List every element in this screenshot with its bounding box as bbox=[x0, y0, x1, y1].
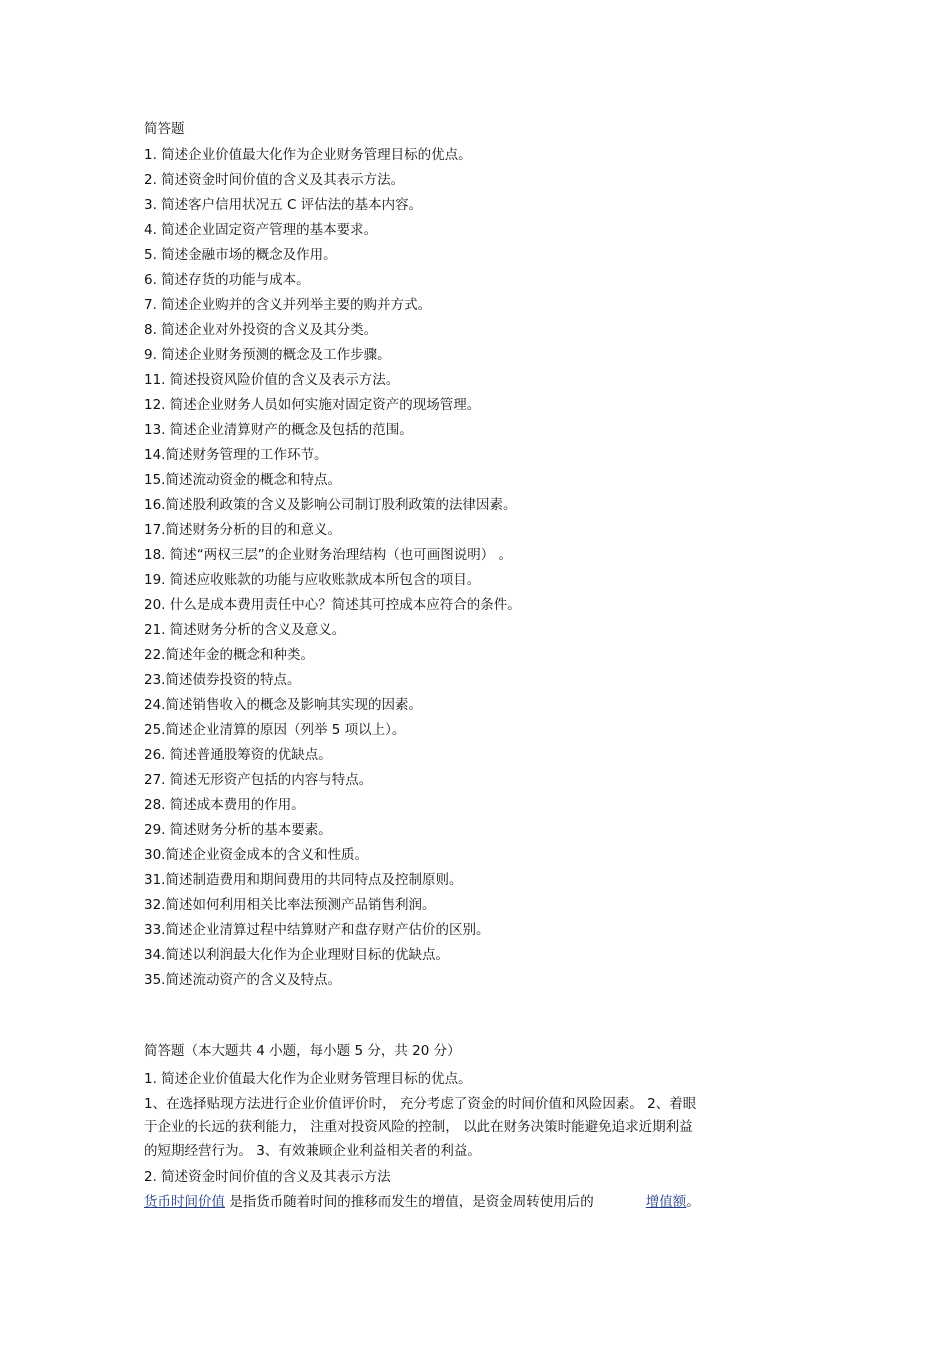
question-item: 5. 简述金融市场的概念及作用。 bbox=[144, 247, 337, 263]
answer-1-line-2: 于企业的长远的获利能力， 注重对投资风险的控制， 以此在财务决策时能避免追求近期利益 bbox=[144, 1119, 693, 1135]
question-item: 23.简述债券投资的特点。 bbox=[144, 672, 301, 688]
question-item: 35.简述流动资产的含义及特点。 bbox=[144, 972, 341, 988]
question-item: 3. 简述客户信用状况五 C 评估法的基本内容。 bbox=[144, 197, 423, 213]
question-item: 1. 简述企业价值最大化作为企业财务管理目标的优点。 bbox=[144, 147, 472, 163]
underlined-term: 货币时间价值 bbox=[144, 1194, 225, 1210]
question-item: 21. 简述财务分析的含义及意义。 bbox=[144, 622, 346, 638]
question-item: 19. 简述应收账款的功能与应收账款成本所包含的项目。 bbox=[144, 572, 481, 588]
question-item: 15.简述流动资金的概念和特点。 bbox=[144, 472, 341, 488]
question-item: 34.简述以利润最大化作为企业理财目标的优缺点。 bbox=[144, 947, 449, 963]
question-item: 30.简述企业资金成本的含义和性质。 bbox=[144, 847, 368, 863]
question-1: 1. 简述企业价值最大化作为企业财务管理目标的优点。 bbox=[144, 1071, 472, 1087]
question-item: 33.简述企业清算过程中结算财产和盘存财产估价的区别。 bbox=[144, 922, 490, 938]
answer-1-line-1: 1、在选择贴现方法进行企业价值评价时， 充分考虑了资金的时间价值和风险因素。 2、着眼 bbox=[144, 1096, 697, 1112]
question-item: 16.简述股利政策的含义及影响公司制订股利政策的法律因素。 bbox=[144, 497, 517, 513]
question-item: 8. 简述企业对外投资的含义及其分类。 bbox=[144, 322, 378, 338]
question-item: 27. 简述无形资产包括的内容与特点。 bbox=[144, 772, 373, 788]
section-2-title: 简答题（本大题共 4 小题，每小题 5 分，共 20 分） bbox=[144, 1043, 461, 1059]
question-item: 14.简述财务管理的工作环节。 bbox=[144, 447, 328, 463]
question-list bbox=[144, 146, 521, 996]
answer-1-line-3: 的短期经营行为。 3、有效兼顾企业利益相关者的利益。 bbox=[144, 1143, 481, 1159]
question-item: 20. 什么是成本费用责任中心？简述其可控成本应符合的条件。 bbox=[144, 597, 521, 613]
answer-2-line-1 bbox=[144, 1193, 700, 1211]
question-item: 32.简述如何利用相关比率法预测产品销售利润。 bbox=[144, 897, 436, 913]
question-item: 2. 简述资金时间价值的含义及其表示方法。 bbox=[144, 172, 405, 188]
answer-2-end: 。 bbox=[686, 1194, 700, 1210]
question-item: 24.简述销售收入的概念及影响其实现的因素。 bbox=[144, 697, 422, 713]
answer-2-text: 是指货币随着时间的推移而发生的增值，是资金周转使用后的 bbox=[225, 1194, 594, 1210]
question-item: 6. 简述存货的功能与成本。 bbox=[144, 272, 310, 288]
question-item: 29. 简述财务分析的基本要素。 bbox=[144, 822, 332, 838]
question-item: 17.简述财务分析的目的和意义。 bbox=[144, 522, 341, 538]
question-item: 7. 简述企业购并的含义并列举主要的购并方式。 bbox=[144, 297, 432, 313]
question-item: 22.简述年金的概念和种类。 bbox=[144, 647, 314, 663]
underlined-term: 增值额 bbox=[645, 1194, 687, 1210]
question-item: 11. 简述投资风险价值的含义及表示方法。 bbox=[144, 372, 400, 388]
question-item: 18. 简述“两权三层”的企业财务治理结构（也可画图说明） 。 bbox=[144, 547, 513, 563]
question-2: 2. 简述资金时间价值的含义及其表示方法 bbox=[144, 1169, 391, 1185]
question-item: 4. 简述企业固定资产管理的基本要求。 bbox=[144, 222, 378, 238]
section-1-title: 简答题 bbox=[144, 121, 185, 137]
question-item: 13. 简述企业清算财产的概念及包括的范围。 bbox=[144, 422, 413, 438]
question-item: 9. 简述企业财务预测的概念及工作步骤。 bbox=[144, 347, 391, 363]
question-item: 26. 简述普通股筹资的优缺点。 bbox=[144, 747, 332, 763]
question-item: 25.简述企业清算的原因（列举 5 项以上）。 bbox=[144, 722, 406, 738]
question-item: 28. 简述成本费用的作用。 bbox=[144, 797, 305, 813]
question-item: 12. 简述企业财务人员如何实施对固定资产的现场管理。 bbox=[144, 397, 481, 413]
question-item: 31.简述制造费用和期间费用的共同特点及控制原则。 bbox=[144, 872, 463, 888]
